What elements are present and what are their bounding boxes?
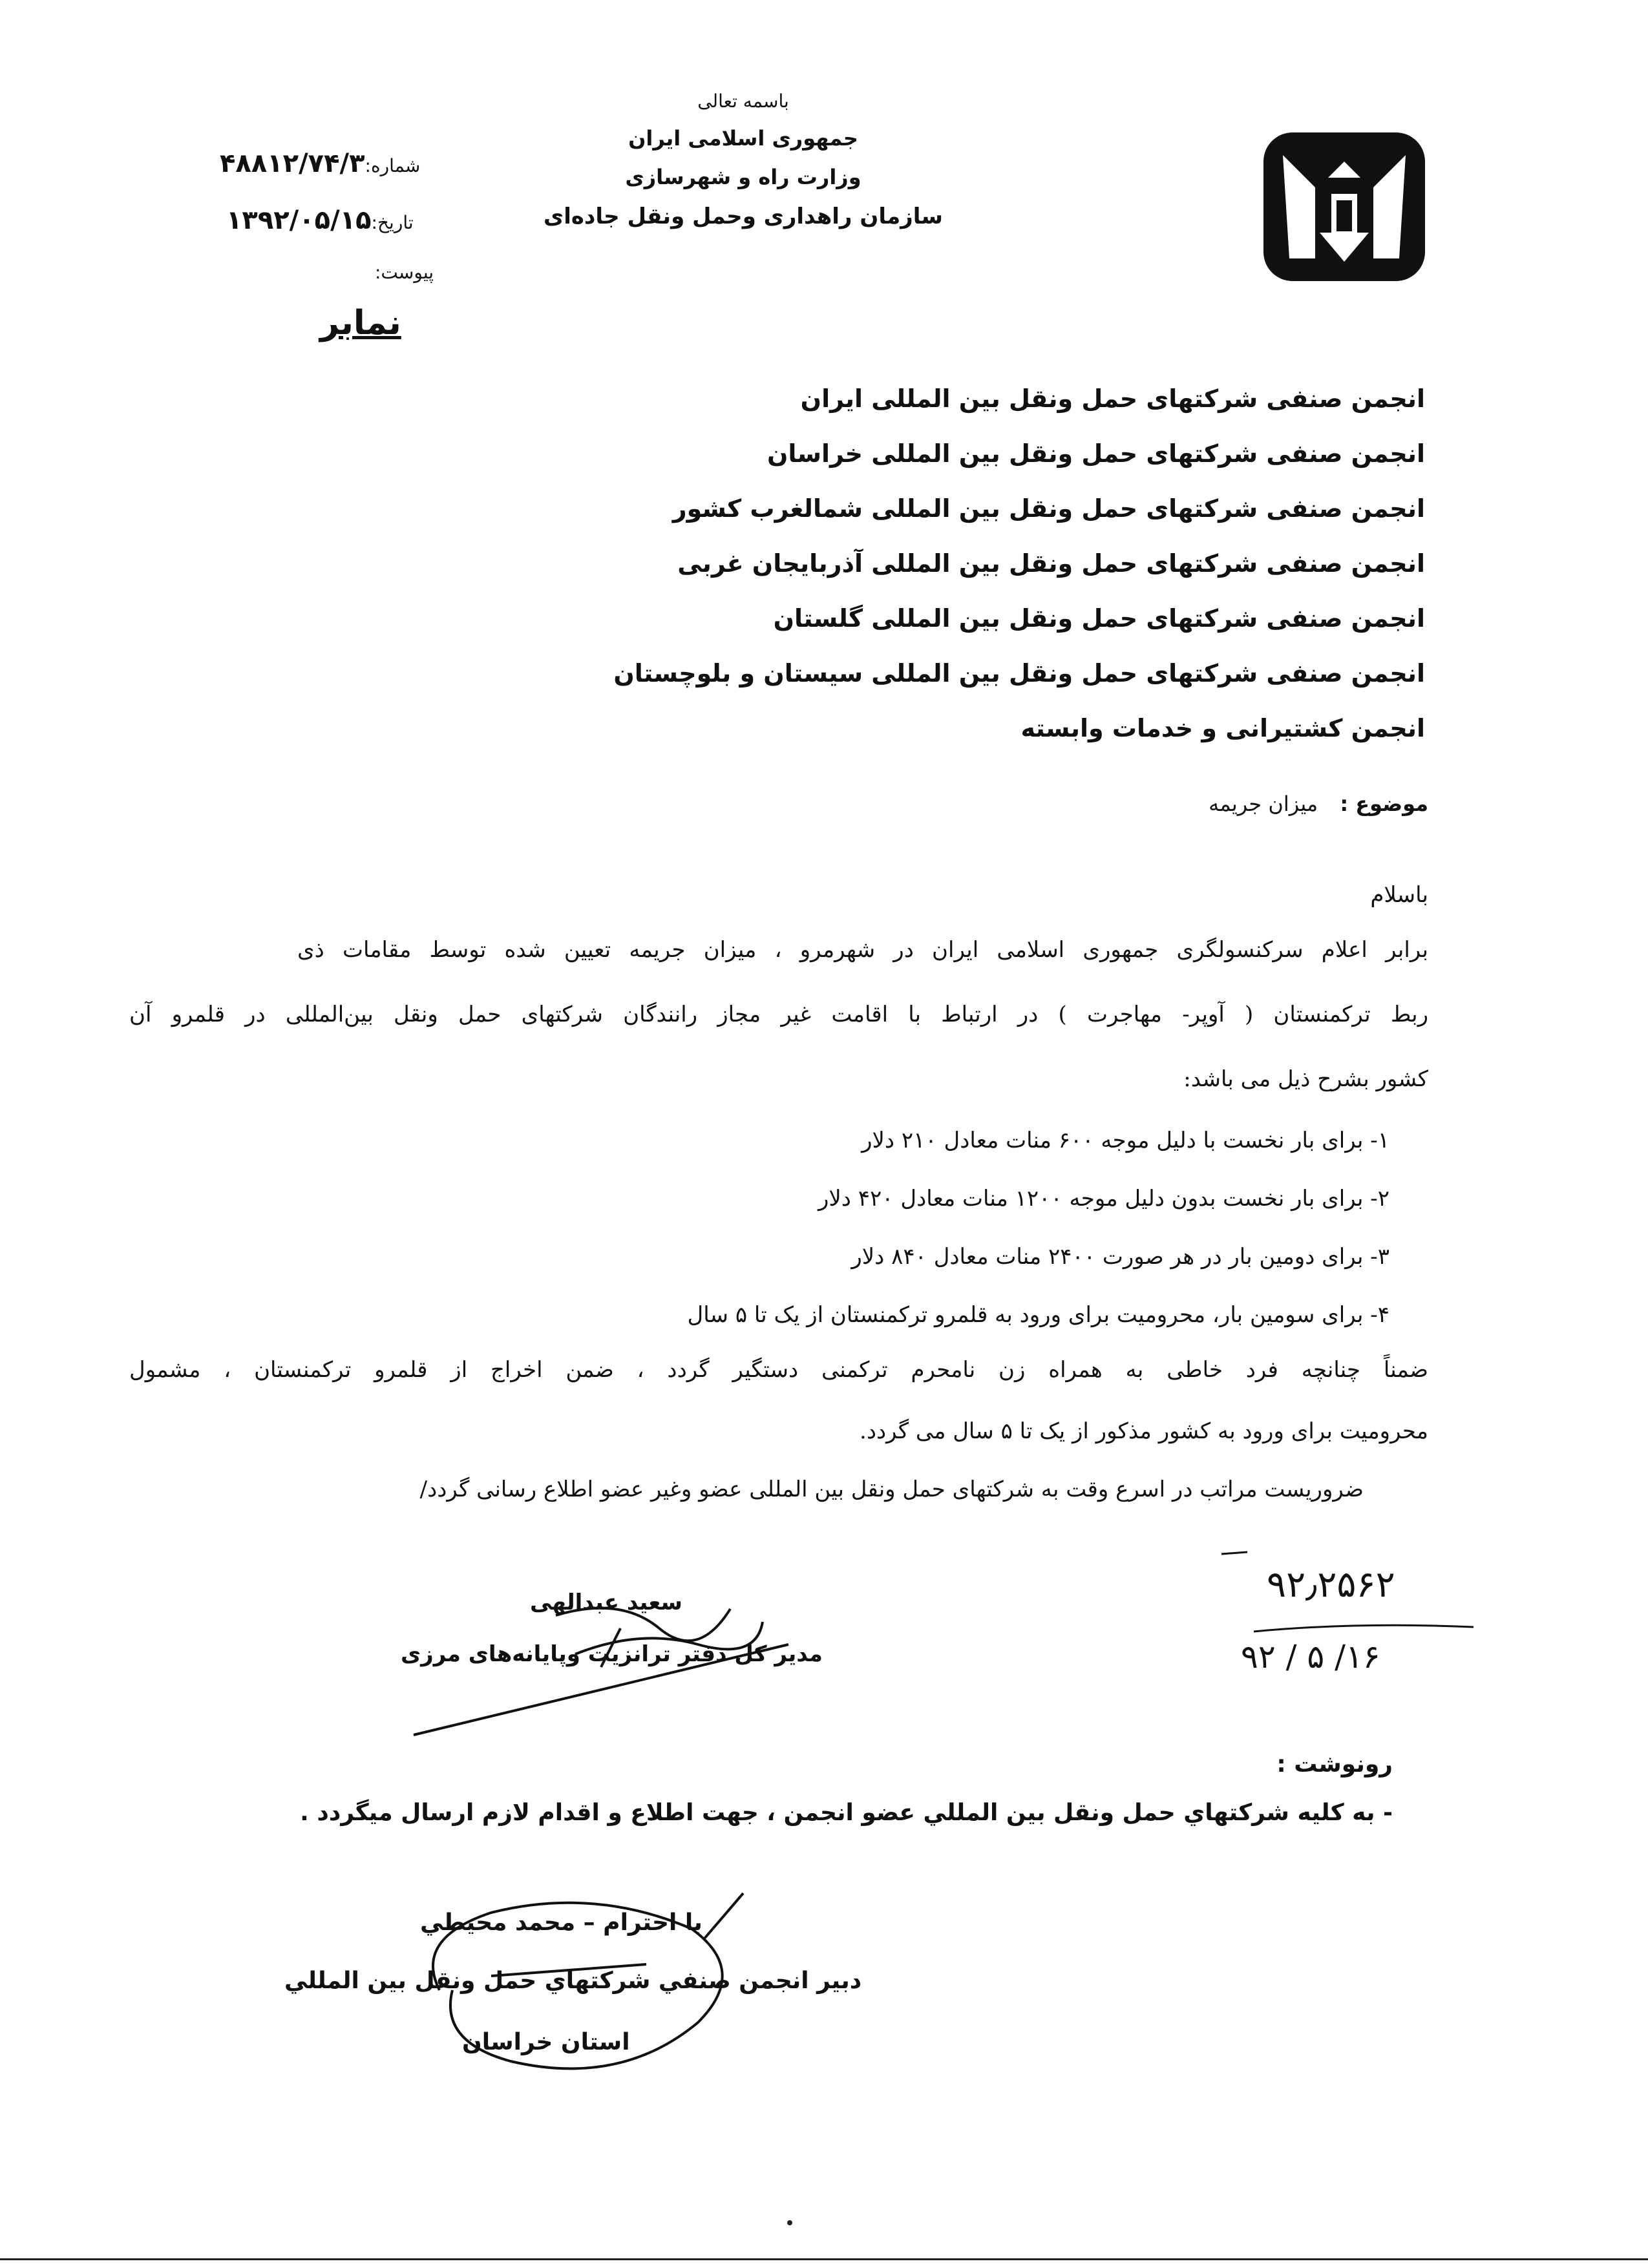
bottom-rule <box>0 2258 1648 2260</box>
signer-name: سعید عبدالهی <box>530 1590 682 1615</box>
intro-line: ربط ترکمنستان ( آوپر- مهاجرت ) در ارتباط با اقامت غیر مجاز رانندگان شرکتهای حمل ونقل بین‌المللی در قلمرو آن <box>129 1002 1428 1027</box>
closing-line: ضروریست مراتب در اسرع وقت به شرکتهای حمل ونقل بین المللی عضو وغیر عضو اطلاع رسانی گردد/ <box>419 1476 1364 1502</box>
subject-line <box>1209 792 1428 816</box>
attachment-label: پیوست: <box>375 262 434 283</box>
signature-scribble <box>414 1608 788 1735</box>
recipient-item: انجمن صنفی شرکتهای حمل ونقل بین المللی گلستان <box>773 604 1425 633</box>
recipient-item: انجمن صنفی شرکتهای حمل ونقل بین المللی شمالغرب کشور <box>672 494 1425 523</box>
handwritten-date: ۹۲ / ۵ /۱۶ <box>1241 1638 1380 1675</box>
recipient-list <box>520 372 1425 756</box>
fine-item: ۱- برای بار نخست با دلیل موجه ۶۰۰ منات معادل ۲۱۰ دلار <box>861 1128 1389 1153</box>
footer-greeting-name: با احترام – محمد محيطي <box>420 1909 703 1936</box>
fax-label: نمابر <box>320 304 401 342</box>
recipient-item: انجمن صنفی شرکتهای حمل ونقل بین المللی خراسان <box>766 439 1425 468</box>
handwritten-number: ۹۲٫۲۵۶۲ <box>1267 1564 1395 1606</box>
fine-item: ۲- برای بار نخست بدون دلیل موجه ۱۲۰۰ منات معادل ۴۲۰ دلار <box>818 1186 1389 1212</box>
footer-province: استان خراسان <box>462 2029 630 2055</box>
republic-name: جمهوری اسلامی ایران <box>628 126 858 151</box>
recipient-item: انجمن صنفی شرکتهای حمل ونقل بین المللی سیستان و بلوچستان <box>613 659 1425 688</box>
fine-item: ۴- برای سومین بار، محرومیت برای ورود به قلمرو ترکمنستان از یک تا ۵ سال <box>687 1302 1389 1328</box>
letter-number-value: ۴۸۸۱۲/۷۴/۳ <box>220 149 365 178</box>
letterhead <box>498 90 989 244</box>
recipient-item: انجمن صنفی شرکتهای حمل ونقل بین المللی آذربایجان غربی <box>677 549 1425 578</box>
recipient-item: انجمن کشتیرانی و خدمات وابسته <box>1020 714 1425 742</box>
subject-value: میزان جریمه <box>1209 792 1318 816</box>
greeting: باسلام <box>1370 882 1428 908</box>
fine-item: ۳- برای دومین بار در هر صورت ۲۴۰۰ منات معادل ۸۴۰ دلار <box>851 1244 1389 1270</box>
intro-line: کشور بشرح ذیل می باشد: <box>1183 1066 1428 1092</box>
note-line: ضمناً چنانچه فرد خاطی به همراه زن نامحرم ترکمنی دستگیر گردد ، ضمن اخراج از قلمرو ترکمنستان ، مشمول <box>129 1357 1428 1383</box>
copy-text: - به كليه شركتهاي حمل ونقل بين المللي عضو انجمن ، جهت اطلاع و اقدام لازم ارسال ميگردد . <box>300 1800 1393 1826</box>
copy-label: رونوشت : <box>1276 1751 1393 1778</box>
organization-name: سازمان راهداری وحمل ونقل جاده‌ای <box>544 204 943 229</box>
letter-date-label: تاریخ: <box>371 212 414 233</box>
subject-label: موضوع : <box>1340 792 1428 816</box>
bismillah: باسمه تعالی <box>697 90 789 112</box>
letter-date <box>226 205 414 235</box>
ministry-name: وزارت راه و شهرسازی <box>625 165 861 189</box>
logo-emblem <box>1263 132 1425 281</box>
intro-line: برابر اعلام سرکنسولگری جمهوری اسلامی ایران در شهرمرو ، میزان جریمه تعیین شده توسط مقامات ذی <box>297 937 1428 963</box>
note-line: محرومیت برای ورود به کشور مذکور از یک تا ۵ سال می گردد. <box>860 1418 1428 1444</box>
footer-title: دبير انجمن صنفي شركتهاي حمل ونقل بين المللي <box>284 1968 862 1994</box>
letter-date-value: ۱۳۹۲/۰۵/۱۵ <box>226 205 372 235</box>
signer-title: مدیر کل دفتر ترانزیت وپایانه‌های مرزی <box>401 1641 823 1667</box>
scan-dot <box>787 2220 792 2225</box>
letter-number-label: شماره: <box>364 155 421 176</box>
recipient-item: انجمن صنفی شرکتهای حمل ونقل بین المللی ایران <box>800 384 1425 413</box>
letter-number <box>220 149 420 178</box>
